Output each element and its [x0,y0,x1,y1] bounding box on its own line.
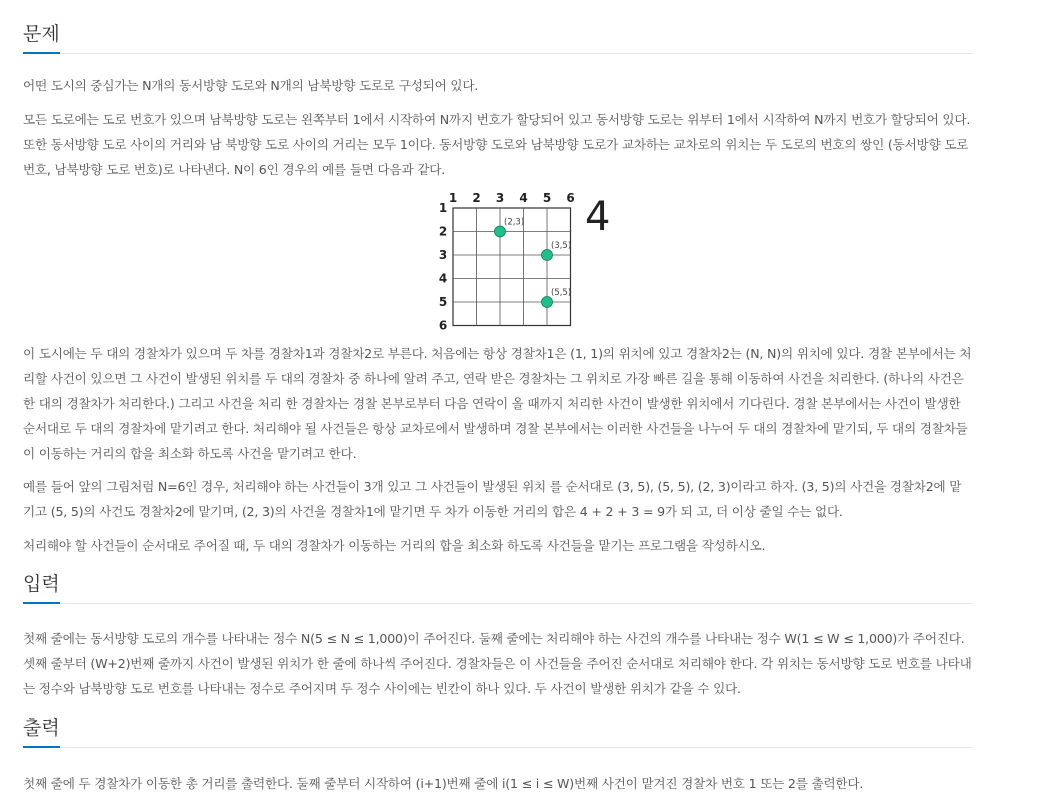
column-label: 4 [519,191,528,205]
incident-label: (2,3) [504,217,525,228]
output-paragraph: 첫째 줄에 두 경찰차가 이동한 총 거리를 출력한다. 둘째 줄부터 시작하여 (i+1)번째 줄에 i(1 ≤ i ≤ W)번째 사건이 맡겨진 경찰차 번호 1 또는 2를 출력한다. [23,776,864,791]
input-paragraph: 첫째 줄에는 동서방향 도로의 개수를 나타내는 정수 N(5 ≤ N ≤ 1,000)이 주어진다. 둘째 줄에는 처리해야 하는 사건의 개수를 나타내는 정수 W(1 ≤ W ≤ 1,000)가 주어진다. 셋째 줄부터 (W+2)번째 줄까지 사건이 발생된 위치가 한 줄에 하나씩 주어진다. 경찰차들은 이 사건들을 주어진 순서대로 처리해야 한다. 각 위치는 동서방향 도로 번호를 나타내는 정수와 남북방향 도로 번호를 나타내는 정수로 주어지며 두 정수 사이에는 빈칸이 하나 있다. 두 사건이 발생한 위치가 같을 수 있다. [23,631,972,696]
incident-label: (3,5) [551,241,572,251]
column-label: 3 [495,191,505,205]
column-label: 6 [566,191,575,205]
row-label: 3 [438,248,448,262]
incident-dot [542,250,553,261]
grid-diagram [413,188,613,330]
row-label: 2 [438,224,448,239]
row-label: 6 [438,318,448,330]
row-label: 5 [438,295,448,309]
column-label: 1 [448,191,458,205]
row-labels [439,201,447,330]
problem-paragraph-4: 예를 들어 앞의 그림처럼 N=6인 경우, 처리해야 하는 사건들이 3개 있고 그 사건들이 발생된 위치 를 순서대로 (3, 5), (5, 5), (2, 3)이라고 하자. (3, 5)의 사건을 경찰차2에 맡기고 (5, 5)의 사건도 경찰차2에 맡기며, (2, 3)의 사건을 경찰차1에 맡기면 두 차가 이동한 거리의 합은 4 + 2 + 3 = 9가 되 고, 더 이상 줄일 수는 없다. [23,479,962,519]
incident-dot [495,226,506,237]
problem-paragraph-3: 이 도시에는 두 대의 경찰차가 있으며 두 차를 경찰차1과 경찰차2로 부른다. 처음에는 항상 경찰차1은 (1, 1)의 위치에 있고 경찰차2는 (N, N)의 위치에 있다. 경찰 본부에서는 처리할 사건이 있으면 그 사건이 발생된 위치를 두 대의 경찰차 중 하나에 알려 주고, 연락 받은 경찰차는 그 위치로 가장 빠른 길을 통해 이동하여 사건을 처리한다. (하나의 사건은 한 대의 경찰차가 처리한다.) 그리고 사건을 처리 한 경찰차는 경찰 본부로부터 다음 연락이 올 때까지 처리한 사건이 발생한 위치에서 기다린다. 경찰 본부에서는 사건이 발생한 순서대로 두 대의 경찰차에 맡기려고 한다. 처리해야 될 사건들은 항상 교차로에서 발생하며 경찰 본부에서는 이러한 사건들을 나누어 두 대의 경찰차에 맡기되, 두 대의 경찰차들이 이동하는 거리의 합을 최소화 하도록 사건을 맡기려고 한다. [23,346,972,461]
row-label: 1 [438,201,448,215]
column-label: 2 [472,191,481,205]
input-title: 입력 [23,572,60,604]
row-label: 4 [438,271,448,286]
incident-markers [495,218,572,308]
column-label: 5 [542,191,552,205]
grid-figure [413,188,613,334]
handwritten-mark: 4 [585,194,611,240]
problem-paragraph-5: 처리해야 할 사건들이 순서대로 주어질 때, 두 대의 경찰차가 이동하는 거리의 합을 최소화 하도록 사건들을 맡기는 프로그램을 작성하시오. [23,538,766,553]
output-section-header [23,716,973,748]
column-labels [449,191,575,205]
incident-label: (5,5) [551,288,572,298]
problem-paragraph-1: 어떤 도시의 중심가는 N개의 동서방향 도로와 N개의 남북방향 도로로 구성되어 있다. [23,78,479,93]
incident-dot [542,297,553,308]
problem-paragraph-2: 모든 도로에는 도로 번호가 있으며 남북방향 도로는 왼쪽부터 1에서 시작하여 N까지 번호가 할당되어 있고 동서방향 도로는 위부터 1에서 시작하여 N까지 번호가 할당되어 있다. 또한 동서방향 도로 사이의 거리와 남 북방향 도로 사이의 거리는 모두 1이다. 동서방향 도로와 남북방향 도로가 교차하는 교차로의 위치는 두 도로의 번호의 쌍인 (동서방향 도로 번호, 남북방향 도로 번호)로 나타낸다. N이 6인 경우의 예를 들면 다음과 같다. [23,112,971,177]
problem-section-header [23,22,973,54]
input-section-header [23,572,973,604]
output-title: 출력 [23,716,60,748]
problem-title: 문제 [23,22,60,54]
